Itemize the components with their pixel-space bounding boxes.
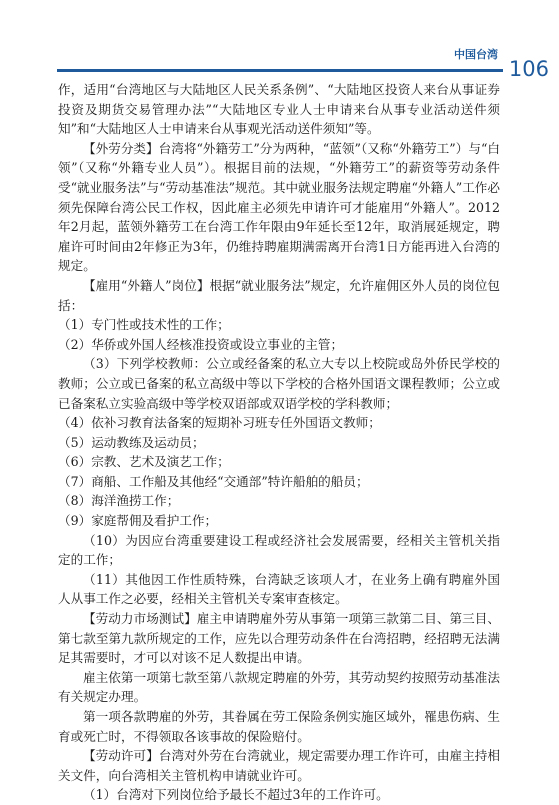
list-item: （2）华侨或外国人经核准投资或设立事业的主管； bbox=[58, 336, 344, 352]
paragraph-continuation: 作，适用“台湾地区与大陆地区人民关系条例”、“大陆地区投资人来台从事证券投资及期货交易管理办法”“大陆地区专业人士申请来台从事专业活动送件须知”和“大陆地区人士申请来台从事观光活动送件须知”等。 bbox=[58, 82, 500, 137]
list-item: （6）宗教、艺术及演艺工作； bbox=[58, 454, 230, 470]
paragraph-foreign-positions: 【雇用“外籍人”岗位】根据“就业服务法”规定，允许雇佣区外人员的岗位包括： bbox=[58, 277, 500, 313]
list-item: （4）依补习教育法备案的短期补习班专任外国语文教师； bbox=[58, 415, 381, 431]
list-item: （1）专门性或技术性的工作； bbox=[58, 317, 230, 333]
list-item: （1）台湾对下列岗位给予最长不超过3年的工作许可。 bbox=[83, 787, 389, 803]
paragraph-labor-classification: 【外劳分类】台湾将“外籍劳工”分为两种，“蓝领”（又称“外籍劳工”）与“白领”（又称“外籍专业人员”）。根据目前的法规，“外籍劳工”的薪资等劳动条件受“就业服务法”与“劳动基准法”规范。其中就业服务法规定聘雇“外籍人”工作必须先保障台湾公民工作权，因此雇主必须先申请许可才能雇用“外籍人”。2012年2月起，蓝领外籍劳工在台湾工作年限由9年延长至12年，取消展延规定，聘雇许可时间由2年修正为3年，仍维持聘雇期满需离开台湾1日方能再进入台湾的规定。 bbox=[58, 140, 500, 274]
page-header bbox=[0, 0, 559, 80]
list-item: （3）下列学校教师：公立或经备案的私立大专以上校院或岛外侨民学校的教师；公立或已备案的私立高级中等以下学校的合格外国语文课程教师；公立或已备案私立实验高级中等学校双语部或双语学校的学科教师； bbox=[58, 356, 500, 411]
list-item: （7）商船、工作船及其他经“交通部”特许船舶的船员； bbox=[58, 473, 369, 489]
paragraph-labor-market-test: 【劳动力市场测试】雇主申请聘雇外劳从事第一项第三款第二目、第三目、第七款至第九款所规定的工作，应先以合理劳动条件在台湾招聘，经招聘无法满足其需要时，才可以对该不足人数提出申请。 bbox=[58, 611, 500, 666]
list-item: （5）运动教练及运动员； bbox=[58, 434, 205, 450]
paragraph-work-permit: 【劳动许可】台湾对外劳在台湾就业，规定需要办理工作许可，由雇主持相关文件，向台湾相关主管机构申请就业许可。 bbox=[58, 748, 500, 783]
list-item: （10）为因应台湾重要建设工程或经济社会发展需要，经相关主管机关指定的工作； bbox=[58, 532, 500, 568]
paragraph-labor-contract: 雇主依第一项第七款至第八款规定聘雇的外劳，其劳动契约按照劳动基准法有关规定办理。 bbox=[58, 669, 500, 705]
list-item: （9）家庭帮佣及看护工作； bbox=[58, 513, 218, 529]
paragraph-dependents: 第一项各款聘雇的外劳，其眷属在劳工保险条例实施区域外，罹患伤病、生育或死亡时，不得领取各该事故的保险赔付。 bbox=[58, 709, 500, 744]
body-text bbox=[58, 80, 500, 805]
header-rule bbox=[57, 69, 503, 72]
page-number: 106 bbox=[508, 57, 549, 81]
section-name: 中国台湾 bbox=[454, 48, 498, 61]
list-item: （8）海洋渔捞工作； bbox=[58, 493, 180, 509]
list-item: （11）其他因工作性质特殊，台湾缺乏该项人才，在业务上确有聘雇外国人从事工作之必要，经相关主管机关专案审查核定。 bbox=[58, 571, 500, 607]
